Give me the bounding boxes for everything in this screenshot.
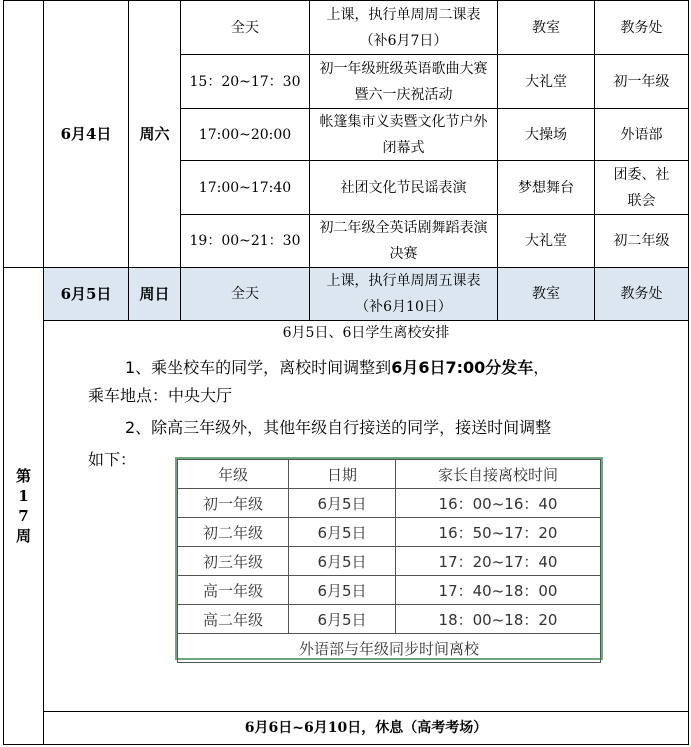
bottom-note: 6月6日~6月10日，休息（高考考场） xyxy=(43,711,689,745)
left-blank-cell xyxy=(3,0,44,268)
pickup-time-table xyxy=(175,457,603,660)
table-row xyxy=(178,547,601,576)
table-header: 家长自接离校时间 xyxy=(396,460,601,489)
weekday-cell-0605: 周日 xyxy=(128,267,181,321)
notice-title: 6月5日、6日学生离校安排 xyxy=(282,325,450,341)
time-cell: 17：20~17：40 xyxy=(396,547,601,576)
time-cell: 18：00~18：20 xyxy=(396,605,601,634)
time-cell: 全天 xyxy=(180,0,310,55)
time-cell: 17:00~20:00 xyxy=(180,108,310,161)
notice-paragraph-2: 2、除高三年级外，其他年级自行接送的同学，接送时间调整 xyxy=(125,418,552,437)
grade-cell: 高一年级 xyxy=(178,576,289,605)
table-row xyxy=(178,576,601,605)
table-header: 日期 xyxy=(289,460,396,489)
date-cell: 6月5日 xyxy=(289,489,396,518)
date-cell: 6月5日 xyxy=(289,518,396,547)
content-cell: 帐篷集市义卖暨文化节户外闭幕式 xyxy=(309,108,498,161)
place-cell: 大礼堂 xyxy=(497,54,595,109)
time-cell: 16：50~17：20 xyxy=(396,518,601,547)
time-cell: 17：40~18：00 xyxy=(396,576,601,605)
place-cell: 大操场 xyxy=(497,108,595,161)
place-cell: 教室 xyxy=(497,267,595,321)
p1-prefix: 1、乘坐校车的同学，离校时间调整到 xyxy=(125,358,392,377)
place-cell: 梦想舞台 xyxy=(497,160,595,215)
org-cell: 教务处 xyxy=(594,0,689,55)
time-cell: 16：00~16：40 xyxy=(396,489,601,518)
date-cell: 6月5日 xyxy=(289,605,396,634)
date-cell-0604: 6月4日 xyxy=(43,0,129,268)
table-footer-row xyxy=(178,634,601,663)
table-row xyxy=(178,605,601,634)
time-cell: 全天 xyxy=(180,267,310,321)
place-cell: 教室 xyxy=(497,0,595,55)
org-cell: 初二年级 xyxy=(594,214,689,268)
grade-cell: 初三年级 xyxy=(178,547,289,576)
notice-paragraph-1 xyxy=(125,357,685,379)
content-cell: 上课，执行单周周二课表（补6月7日） xyxy=(309,0,498,55)
table-row xyxy=(178,489,601,518)
time-cell: 15：20~17：30 xyxy=(180,54,310,109)
p1-highlight: 6月6日7:00分发车 xyxy=(391,358,534,377)
content-cell: 初二年级全英话剧舞蹈表演决赛 xyxy=(309,214,498,268)
notice-paragraph-1-line2: 乘车地点：中央大厅 xyxy=(88,386,233,405)
content-cell: 上课，执行单周周五课表（补6月10日） xyxy=(309,267,498,321)
time-cell: 19：00~21：30 xyxy=(180,214,310,268)
weekday-cell-0604: 周六 xyxy=(128,0,181,268)
content-cell: 初一年级班级英语歌曲大赛暨六一庆祝活动 xyxy=(309,54,498,109)
table-header-row xyxy=(178,460,601,489)
grade-cell: 初一年级 xyxy=(178,489,289,518)
table-row xyxy=(178,518,601,547)
notice-paragraph-2-line2: 如下： xyxy=(88,450,137,469)
p1-suffix: ， xyxy=(533,358,550,377)
org-cell: 团委、社联会 xyxy=(594,160,689,215)
content-cell: 社团文化节民谣表演 xyxy=(309,160,498,215)
place-cell: 大礼堂 xyxy=(497,214,595,268)
table-footer: 外语部与年级同步时间离校 xyxy=(178,634,601,663)
grade-cell: 初二年级 xyxy=(178,518,289,547)
week-label: 第17周 xyxy=(3,267,44,745)
date-cell: 6月5日 xyxy=(289,576,396,605)
table-header: 年级 xyxy=(178,460,289,489)
date-cell-0605: 6月5日 xyxy=(43,267,129,321)
org-cell: 教务处 xyxy=(594,267,689,321)
org-cell: 初一年级 xyxy=(594,54,689,109)
date-cell: 6月5日 xyxy=(289,547,396,576)
org-cell: 外语部 xyxy=(594,108,689,161)
grade-cell: 高二年级 xyxy=(178,605,289,634)
time-cell: 17:00~17:40 xyxy=(180,160,310,215)
